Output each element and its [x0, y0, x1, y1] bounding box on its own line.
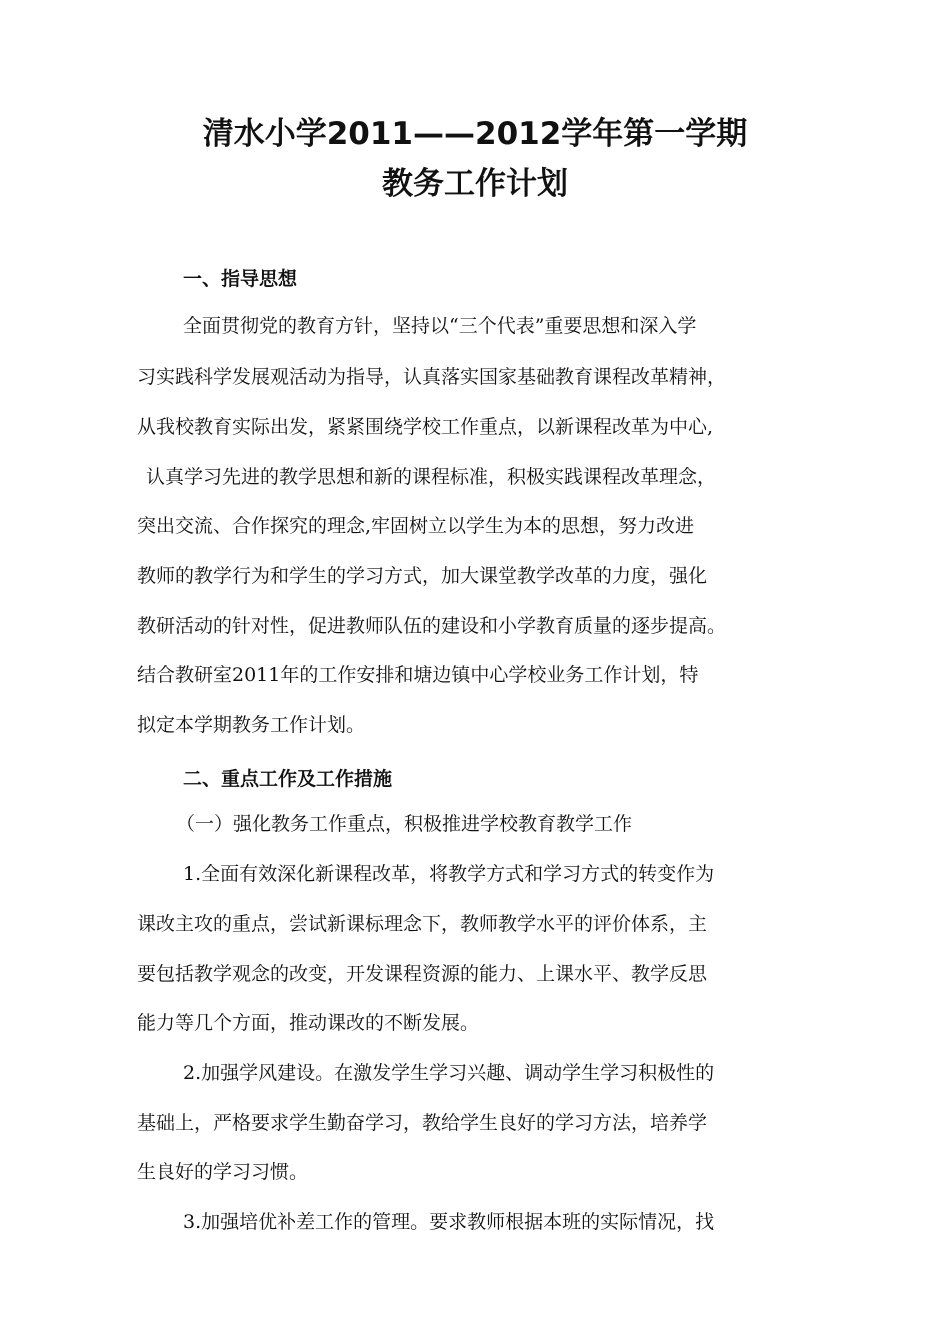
list-item-line: 生良好的学习习惯。: [137, 1161, 309, 1183]
list-item-line: 课改主攻的重点，尝试新课标理念下，教师教学水平的评价体系，主: [137, 913, 708, 935]
paragraph-line: 突出交流、合作探究的理念,牢固树立以学生为本的思想，努力改进: [137, 515, 695, 537]
document-title-line-1: 清水小学2011——2012学年第一学期: [202, 116, 748, 152]
document-title-line-2: 教务工作计划: [382, 166, 568, 202]
section-heading-guiding-thought: 一、指导思想: [183, 268, 298, 290]
list-item-line: 能力等几个方面，推动课改的不断发展。: [137, 1012, 480, 1034]
list-item-line: 要包括教学观念的改变，开发课程资源的能力、上课水平、教学反思: [137, 963, 708, 985]
list-item-line: 3.加强培优补差工作的管理。要求教师根据本班的实际情况，找: [183, 1211, 715, 1233]
paragraph-line: 教师的教学行为和学生的学习方式，加大课堂教学改革的力度，强化: [137, 565, 708, 587]
paragraph-line: 拟定本学期教务工作计划。: [137, 714, 366, 736]
list-item-line: 基础上，严格要求学生勤奋学习，教给学生良好的学习方法，培养学: [137, 1112, 708, 1134]
paragraph-line: 结合教研室2011年的工作安排和塘边镇中心学校业务工作计划，特: [137, 664, 699, 686]
subsection-heading: （一）强化教务工作重点，积极推进学校教育教学工作: [176, 813, 633, 835]
list-item-line: 1.全面有效深化新课程改革，将教学方式和学习方式的转变作为: [183, 863, 715, 885]
paragraph-line: 习实践科学发展观活动为指导，认真落实国家基础教育课程改革精神，: [137, 366, 727, 388]
section-heading-key-work: 二、重点工作及工作措施: [183, 768, 393, 790]
list-item-line: 2.加强学风建设。在激发学生学习兴趣、调动学生学习积极性的: [183, 1062, 715, 1084]
paragraph-line: 从我校教育实际出发，紧紧围绕学校工作重点，以新课程改革为中心,: [137, 416, 714, 438]
paragraph-line: 认真学习先进的教学思想和新的课程标准，积极实践课程改革理念，: [146, 466, 717, 488]
paragraph-line: 教研活动的针对性，促进教师队伍的建设和小学教育质量的逐步提高。: [137, 615, 727, 637]
paragraph-line: 全面贯彻党的教育方针，坚持以“三个代表”重要思想和深入学: [183, 315, 697, 337]
